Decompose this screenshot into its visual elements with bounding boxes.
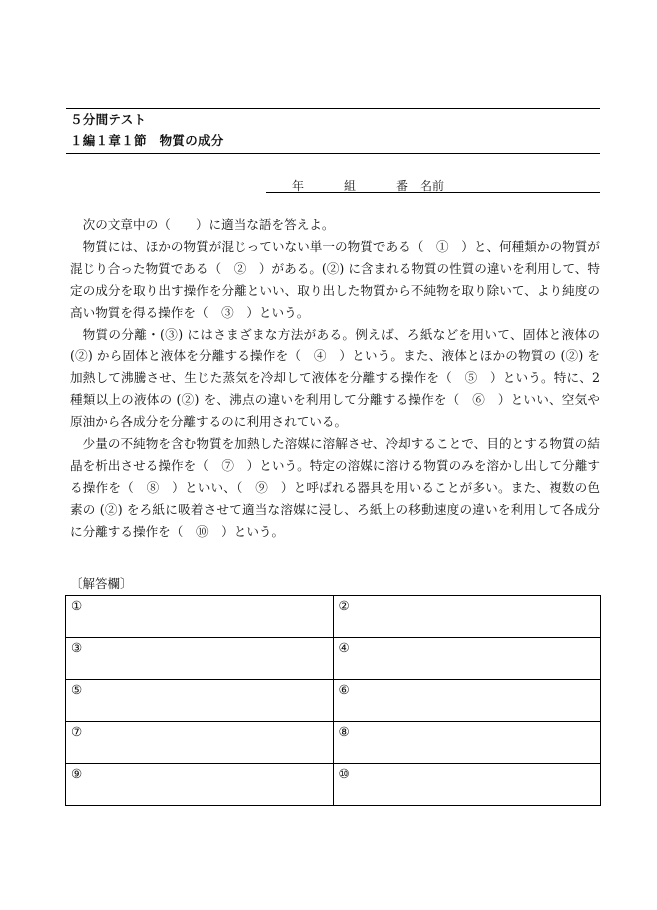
year-label: 年 bbox=[292, 179, 305, 193]
name-label: 名前 bbox=[420, 179, 445, 193]
number-label: 番 bbox=[396, 179, 409, 193]
name-field-line[interactable] bbox=[266, 192, 600, 193]
answer-cell[interactable]: ⑦ bbox=[66, 722, 334, 764]
paragraph: 少量の不純物を含む物質を加熱した溶媒に溶解させ、冷却することで、目的とする物質の結晶を析出させる操作を（ ⑦ ）という。特定の溶媒に溶ける物質のみを溶かし出して分離する操作を（ ⑧ ）といい、（ ⑨ ）と呼ばれる器具を用いることが多い。また、複数の色素の (②) をろ紙に吸着させて適当な溶媒に浸し、ろ紙上の移動速度の違いを利用して各成分に分離する操作を（ ⑩ ）という。 bbox=[70, 436, 600, 539]
answer-cell[interactable]: ① bbox=[66, 596, 334, 638]
answer-cell[interactable]: ⑧ bbox=[333, 722, 601, 764]
header-bottom-rule bbox=[66, 153, 600, 154]
answer-table bbox=[65, 595, 601, 806]
header-top-rule bbox=[66, 108, 600, 109]
instructions: 次の文章中の（ ）に適当な語を答えよ。 bbox=[82, 217, 335, 232]
table-row bbox=[66, 596, 601, 638]
answer-section-label: 〔解答欄〕 bbox=[70, 576, 133, 591]
answer-cell[interactable]: ⑩ bbox=[333, 764, 601, 806]
answer-cell[interactable]: ⑤ bbox=[66, 680, 334, 722]
table-row bbox=[66, 638, 601, 680]
table-row bbox=[66, 722, 601, 764]
section-title: １編１章１節 物質の成分 bbox=[70, 133, 224, 148]
class-label: 組 bbox=[344, 179, 357, 193]
answer-cell[interactable]: ④ bbox=[333, 638, 601, 680]
answer-cell[interactable]: ⑥ bbox=[333, 680, 601, 722]
table-row bbox=[66, 764, 601, 806]
test-title: ５分間テスト bbox=[70, 112, 147, 127]
paragraph: 物質には、ほかの物質が混じっていない単一の物質である（ ① ）と、何種類かの物質が混じり合った物質である（ ② ）がある。(②) に含まれる物質の性質の違いを利用して、特定の成分を取り出す操作を分離といい、取り出した物質から不純物を取り除いて、より純度の高い物質を得る操作を（ ③ ）という。 bbox=[70, 238, 600, 320]
answer-cell[interactable]: ③ bbox=[66, 638, 334, 680]
answer-cell[interactable]: ② bbox=[333, 596, 601, 638]
question-text bbox=[70, 214, 600, 543]
table-row bbox=[66, 680, 601, 722]
paragraph: 物質の分離・(③) にはさまざまな方法がある。例えば、ろ紙などを用いて、固体と液体の (②) から固体と液体を分離する操作を（ ④ ）という。また、液体とほかの物質の (②) を加熱して沸騰させ、生じた蒸気を冷却して液体を分離する操作を（ ⑤ ）という。特に、2 種類以上の液体の (②) を、沸点の違いを利用して分離する操作を（ ⑥ ）といい、空気や原油から各成分を分離するのに利用されている。 bbox=[70, 326, 600, 430]
answer-cell[interactable]: ⑨ bbox=[66, 764, 334, 806]
